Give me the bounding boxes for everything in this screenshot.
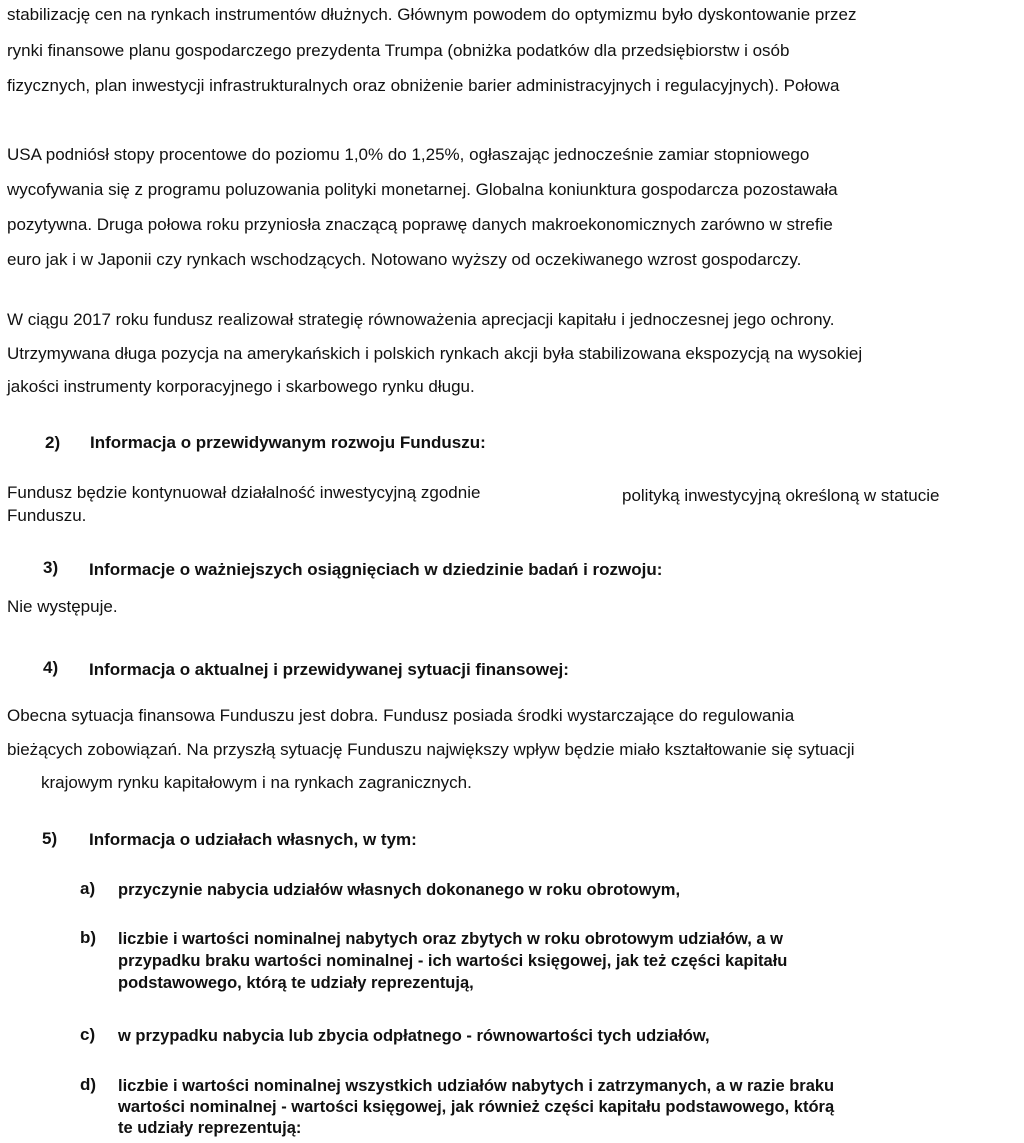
section-number: 3): [43, 558, 59, 577]
list-item-line: przypadku braku wartości nominalnej - ich wartości księgowej, jak też części kapitału: [118, 952, 788, 970]
section-number: 5): [42, 829, 58, 848]
section-heading: Informacja o udziałach własnych, w tym:: [89, 830, 417, 849]
paragraph-line: polityką inwestycyjną określoną w statucie: [622, 486, 940, 505]
list-item-line: przyczynie nabycia udziałów własnych dokonanego w roku obrotowym,: [118, 881, 681, 899]
list-letter: a): [80, 879, 96, 898]
paragraph-line: Fundusz będzie kontynuował działalność inwestycyjną zgodnie: [7, 483, 481, 502]
paragraph-line: krajowym rynku kapitałowym i na rynkach zagranicznych.: [41, 773, 472, 792]
paragraph-line: USA podniósł stopy procentowe do poziomu 1,0% do 1,25%, ogłaszając jednocześnie zamiar stopniowego: [7, 145, 810, 164]
paragraph-line: Funduszu.: [7, 506, 87, 525]
paragraph-line: Obecna sytuacja finansowa Funduszu jest dobra. Fundusz posiada środki wystarczające do regulowania: [7, 706, 795, 725]
paragraph-line: euro jak i w Japonii czy rynkach wschodzących. Notowano wyższy od oczekiwanego wzrost gospodarczy.: [7, 250, 802, 269]
list-item-line: liczbie i wartości nominalnej wszystkich udziałów nabytych i zatrzymanych, a w razie braku: [118, 1077, 835, 1095]
section-heading: Informacja o aktualnej i przewidywanej sytuacji finansowej:: [89, 660, 569, 679]
paragraph-line: wycofywania się z programu poluzowania polityki monetarnej. Globalna koniunktura gospodarcza pozostawała: [7, 180, 838, 199]
paragraph-line: W ciągu 2017 roku fundusz realizował strategię równoważenia aprecjacji kapitału i jednoczesnej jego ochrony.: [7, 310, 835, 329]
paragraph-line: stabilizację cen na rynkach instrumentów dłużnych. Głównym powodem do optymizmu było dyskontowanie przez: [7, 5, 857, 24]
list-letter: c): [80, 1025, 96, 1044]
paragraph-line: fizycznych, plan inwestycji infrastrukturalnych oraz obniżenie barier administracyjnych i regulacyjnych). Połowa: [7, 76, 840, 95]
paragraph-line: bieżących zobowiązań. Na przyszłą sytuację Funduszu największy wpływ będzie miało kształtowanie się sytuacji: [7, 740, 855, 759]
list-item-line: w przypadku nabycia lub zbycia odpłatnego - równowartości tych udziałów,: [118, 1027, 710, 1045]
section-heading: Informacja o przewidywanym rozwoju Funduszu:: [90, 433, 486, 452]
list-item-line: podstawowego, którą te udziały reprezentują,: [118, 974, 474, 992]
list-letter: b): [80, 928, 97, 947]
list-item-line: wartości nominalnej - wartości księgowej, jak również części kapitału podstawowego, którą: [118, 1098, 835, 1116]
list-item-line: te udziały reprezentują:: [118, 1119, 302, 1137]
list-item-line: liczbie i wartości nominalnej nabytych oraz zbytych w roku obrotowym udziałów, a w: [118, 930, 784, 948]
section-number: 4): [43, 658, 59, 677]
section-heading: Informacje o ważniejszych osiągnięciach w dziedzinie badań i rozwoju:: [89, 560, 663, 579]
paragraph-line: jakości instrumenty korporacyjnego i skarbowego rynku długu.: [7, 377, 475, 396]
paragraph-line: Nie występuje.: [7, 597, 118, 616]
list-letter: d): [80, 1075, 97, 1094]
section-number: 2): [45, 433, 61, 452]
paragraph-line: rynki finansowe planu gospodarczego prezydenta Trumpa (obniżka podatków dla przedsiębiorstw i osób: [7, 41, 790, 60]
paragraph-line: Utrzymywana długa pozycja na amerykańskich i polskich rynkach akcji była stabilizowana ekspozycją na wysokiej: [7, 344, 863, 363]
paragraph-line: pozytywna. Druga połowa roku przyniosła znaczącą poprawę danych makroekonomicznych zarówno w strefie: [7, 215, 833, 234]
